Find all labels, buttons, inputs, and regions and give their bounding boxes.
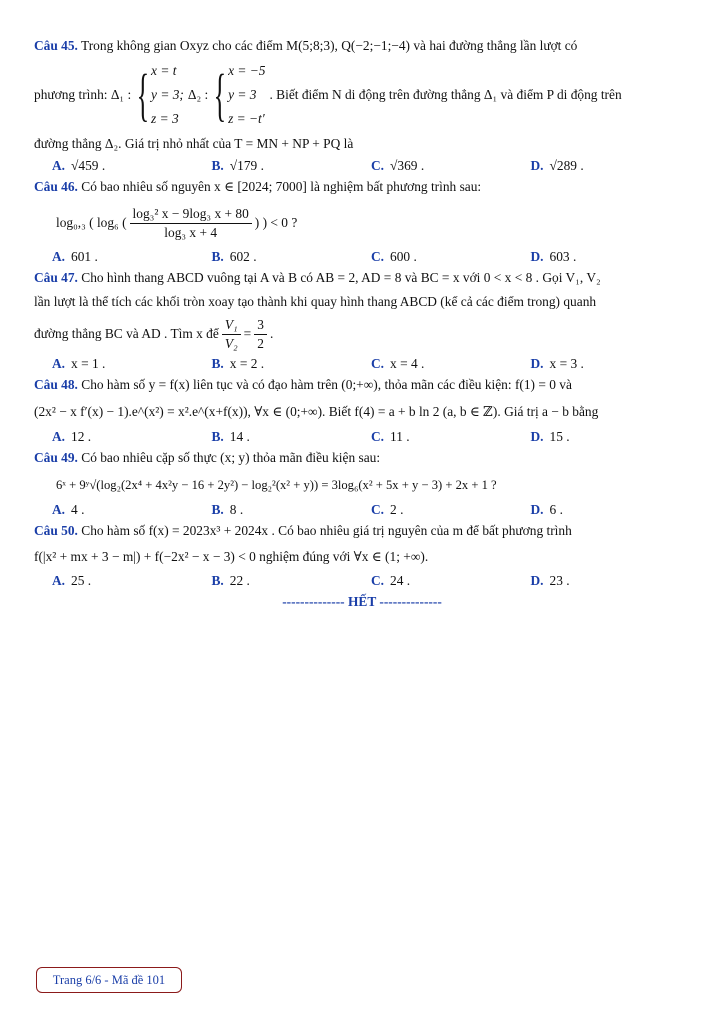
question-number: Câu 45. bbox=[34, 38, 78, 53]
equation-line: y = 3; bbox=[151, 87, 184, 102]
fraction: $\frac{3}{2}$ bbox=[254, 316, 267, 353]
equation-line: z = −t′ bbox=[228, 111, 265, 126]
option-a[interactable]: A. 4 . bbox=[52, 502, 85, 517]
option-d[interactable]: D. 6 . bbox=[530, 502, 563, 517]
line-system-2 bbox=[212, 59, 265, 131]
option-d[interactable]: D. 23 . bbox=[530, 573, 570, 588]
question-text: đường thẳng Δ₂. Giá trị nhỏ nhất của T = MN + NP + PQ là bbox=[34, 136, 354, 151]
option-d[interactable]: D. 603 . bbox=[530, 249, 577, 264]
question-text: Trong không gian Oxyz cho các điểm M(5;8;3), Q(−2;−1;−4) và hai đường thẳng lần lượt có bbox=[81, 38, 578, 53]
option-c[interactable]: C. 600 . bbox=[371, 249, 417, 264]
equation-line: y = 3 bbox=[228, 87, 257, 102]
fraction: $\frac{\text{log₃² x − 9log₃ x + 80}}{\text{log₃ x + 4}}$ bbox=[130, 205, 252, 242]
end-marker: -------------- HẾT -------------- bbox=[282, 594, 442, 609]
brace-icon: { bbox=[213, 62, 227, 127]
option-a[interactable]: A. x = 1 . bbox=[52, 356, 106, 371]
question-text: phương trình: Δ₁ : bbox=[34, 87, 132, 102]
question-text: . Biết điểm N di động trên đường thẳng Δ₁ và điểm P di động trên bbox=[269, 87, 622, 102]
option-d[interactable]: D. √289 . bbox=[530, 158, 584, 173]
answer-options bbox=[52, 354, 690, 373]
question-text: Δ₂ : bbox=[187, 87, 209, 102]
option-a[interactable]: A. 601 . bbox=[52, 249, 98, 264]
option-d[interactable]: D. x = 3 . bbox=[530, 356, 584, 371]
question-text: lần lượt là thể tích các khối tròn xoay tạo thành khi quay hình thang ABCD (kể cả các điểm trong) quanh bbox=[34, 294, 597, 309]
answer-options bbox=[52, 571, 690, 590]
exam-page bbox=[34, 34, 690, 610]
brace-icon: { bbox=[136, 62, 150, 127]
question-48 bbox=[34, 373, 690, 446]
fraction: $\frac{\text{V₁}}{\text{V₂}}$ bbox=[222, 316, 241, 353]
question-number: Câu 47. bbox=[34, 270, 78, 285]
question-text: Có bao nhiêu cặp số thực (x; y) thỏa mãn điều kiện sau: bbox=[81, 450, 381, 465]
page-footer: Trang 6/6 - Mã đề 101 bbox=[36, 967, 182, 993]
question-46 bbox=[34, 175, 690, 266]
question-text: Cho hàm số f(x) = 2023x³ + 2024x . Có bao nhiêu giá trị nguyên của m để bất phương trình bbox=[81, 523, 572, 538]
option-b[interactable]: B. x = 2 . bbox=[211, 356, 265, 371]
answer-options bbox=[52, 427, 690, 446]
option-c[interactable]: C. 2 . bbox=[371, 502, 404, 517]
option-b[interactable]: B. √179 . bbox=[211, 158, 264, 173]
option-b[interactable]: B. 8 . bbox=[211, 502, 244, 517]
option-c[interactable]: C. 24 . bbox=[371, 573, 411, 588]
answer-options bbox=[52, 500, 690, 519]
option-c[interactable]: C. 11 . bbox=[371, 429, 410, 444]
question-49 bbox=[34, 446, 690, 519]
question-number: Câu 49. bbox=[34, 450, 78, 465]
question-number: Câu 50. bbox=[34, 523, 78, 538]
option-b[interactable]: B. 14 . bbox=[211, 429, 250, 444]
option-a[interactable]: A. √459 . bbox=[52, 158, 106, 173]
option-c[interactable]: C. x = 4 . bbox=[371, 356, 425, 371]
option-b[interactable]: B. 22 . bbox=[211, 573, 250, 588]
equation-line: x = −5 bbox=[228, 63, 266, 78]
question-number: Câu 48. bbox=[34, 377, 78, 392]
question-50 bbox=[34, 519, 690, 590]
answer-options bbox=[52, 247, 690, 266]
question-text: đường thẳng BC và AD . Tìm x để bbox=[34, 326, 219, 341]
option-a[interactable]: A. 12 . bbox=[52, 429, 92, 444]
answer-options bbox=[52, 156, 690, 175]
inequality-expression: log₀,₃ ( log₆ ( $\frac{\text{log₃² x − 9log₃ x + 80}}{\text{log₃ x + 4}}$ ) ) < 0 ? bbox=[56, 205, 298, 240]
line-system-1 bbox=[135, 59, 184, 131]
equation-line: z = 3 bbox=[151, 111, 179, 126]
option-d[interactable]: D. 15 . bbox=[530, 429, 570, 444]
question-45 bbox=[34, 34, 690, 175]
question-text: Cho hàm số y = f(x) liên tục và có đạo hàm trên (0;+∞), thỏa mãn các điều kiện: f(1) = 0 và bbox=[81, 377, 572, 392]
option-b[interactable]: B. 602 . bbox=[211, 249, 257, 264]
question-number: Câu 46. bbox=[34, 179, 78, 194]
question-text: (2x² − x f′(x) − 1).e^(x²) = x².e^(x+f(x)), ∀x ∈ (0;+∞). Biết f(4) = a + b ln 2 (a, b ∈ ℤ). Giá trị a − b bằng bbox=[34, 404, 599, 419]
question-text: Cho hình thang ABCD vuông tại A và B có AB = 2, AD = 8 và BC = x với 0 < x < 8 . Gọi V₁, V₂ bbox=[81, 270, 601, 285]
equation-line: x = t bbox=[151, 63, 177, 78]
option-a[interactable]: A. 25 . bbox=[52, 573, 92, 588]
equation-expression: 6ˣ + 9ʸ√(log₂(2x⁴ + 4x²y − 16 + 2y²) − log₂²(x² + y)) = 3log₆(x² + 5x + y − 3) + 2x + 1 ? bbox=[56, 478, 497, 492]
question-47: Câu 47. Cho hình thang ABCD vuông tại A và B có AB = 2, AD = 8 và BC = x với 0 < x < 8 . Gọi V₁, V₂ lần lượt là thể tích các khối tròn xoay tạo thành khi quay hình thang ABCD (kể cả các điểm trong) quanh đường thẳng BC và AD . Tìm x để $\frac{\text{V₁}}{\text{V₂}}$ = $\frac{3}{2}$ . A. x = 1 . B. x = 2 . C. x = 4 . D. x = 3 . bbox=[34, 266, 690, 373]
option-c[interactable]: C. √369 . bbox=[371, 158, 425, 173]
question-text: f(|x² + mx + 3 − m|) + f(−2x² − x − 3) < 0 nghiệm đúng với ∀x ∈ (1; +∞). bbox=[34, 549, 429, 564]
question-text: Có bao nhiêu số nguyên x ∈ [2024; 7000] là nghiệm bất phương trình sau: bbox=[81, 179, 482, 194]
